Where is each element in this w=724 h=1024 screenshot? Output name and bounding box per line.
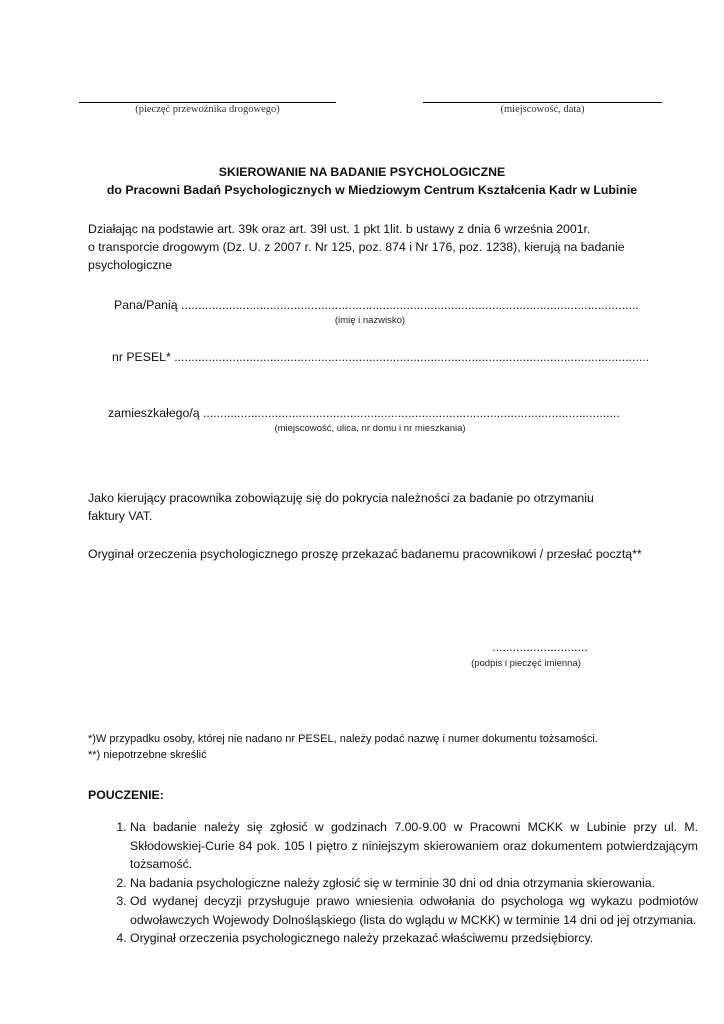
intro-line-2: o transporcie drogowym (Dz. U. z 2007 r. Nr 125, poz. 874 i Nr 176, poz. 1238), kierują na badanie xyxy=(88,240,625,254)
signature-dots[interactable]: ............................ xyxy=(492,640,588,654)
address-dots: .......................................................................................................................... xyxy=(203,406,620,420)
footnote-2: **) niepotrzebne skreślić xyxy=(88,749,207,761)
pouczenie-heading: POUCZENIE: xyxy=(88,788,164,802)
name-caption: (imię i nazwisko) xyxy=(334,315,406,326)
name-label: Pana/Panią xyxy=(114,298,178,312)
signature-caption: (podpis i pieczęć imienna) xyxy=(471,658,581,669)
place-date-line xyxy=(423,102,662,103)
intro-line-1: Działając na podstawie art. 39k oraz art. 39l ust. 1 pkt 1lit. b ustawy z dnia 6 września 2001r. xyxy=(88,222,591,236)
payment-statement-line-1: Jako kierujący pracownika zobowiązuję się do pokrycia należności za badanie po otrzymaniu xyxy=(88,491,594,505)
footnote-1: *)W przypadku osoby, której nie nadano nr PESEL, należy podać nazwę i numer dokumentu tożsamości. xyxy=(88,733,598,745)
pesel-dots: ........................................................................................................................................... xyxy=(174,350,650,364)
pouczenie-item-3: 3. Od wydanej decyzji przysługuje prawo wniesienia odwołania do psychologa wg wykazu podmiotów odwoławczych Wojewody Dolnośląskiego (lista do wglądu w MCKK) w terminie 14 dni od jej otrzymania. xyxy=(130,892,698,929)
address-label: zamieszkałego/ą xyxy=(108,406,200,420)
place-date-caption: (miejscowość, data) xyxy=(500,104,585,115)
pouczenie-item-4: 4. Oryginał orzeczenia psychologicznego należy przekazać właściwemu przedsiębiorcy. xyxy=(130,929,698,948)
pesel-label: nr PESEL* xyxy=(112,350,171,364)
address-caption: (miejscowość, ulica, nr domu i nr mieszkania) xyxy=(274,423,466,434)
pesel-field[interactable] xyxy=(112,348,657,366)
name-dots: ...................................................................................................................................... xyxy=(181,298,639,312)
pouczenie-item-2: 2. Na badania psychologiczne należy zgłosić się w terminie 30 dni od dnia otrzymania skierowania. xyxy=(130,874,698,893)
document-title: SKIEROWANIE NA BADANIE PSYCHOLOGICZNE xyxy=(218,165,506,179)
original-delivery-statement: Oryginał orzeczenia psychologicznego proszę przekazać badanemu pracownikowi / przesłać pocztą** xyxy=(88,547,642,561)
intro-line-3: psychologiczne xyxy=(88,258,173,272)
document-subtitle: do Pracowni Badań Psychologicznych w Miedziowym Centrum Kształcenia Kadr w Lubinie xyxy=(106,183,638,197)
name-field[interactable] xyxy=(114,296,654,314)
stamp-caption: (pieczęć przewoźnika drogowego) xyxy=(135,104,280,115)
payment-statement-line-2: faktury VAT. xyxy=(88,509,153,523)
pouczenie-list xyxy=(88,818,698,948)
stamp-line xyxy=(79,102,336,103)
address-field[interactable] xyxy=(108,404,653,422)
pouczenie-item-1: 1. Na badanie należy się zgłosić w godzinach 7.00-9.00 w Pracowni MCKK w Lubinie przy ul. M. Skłodowskiej-Curie 84 pok. 105 I piętro z niniejszym skierowaniem oraz dokumentem potwierdzającym tożsamość. xyxy=(130,818,698,874)
